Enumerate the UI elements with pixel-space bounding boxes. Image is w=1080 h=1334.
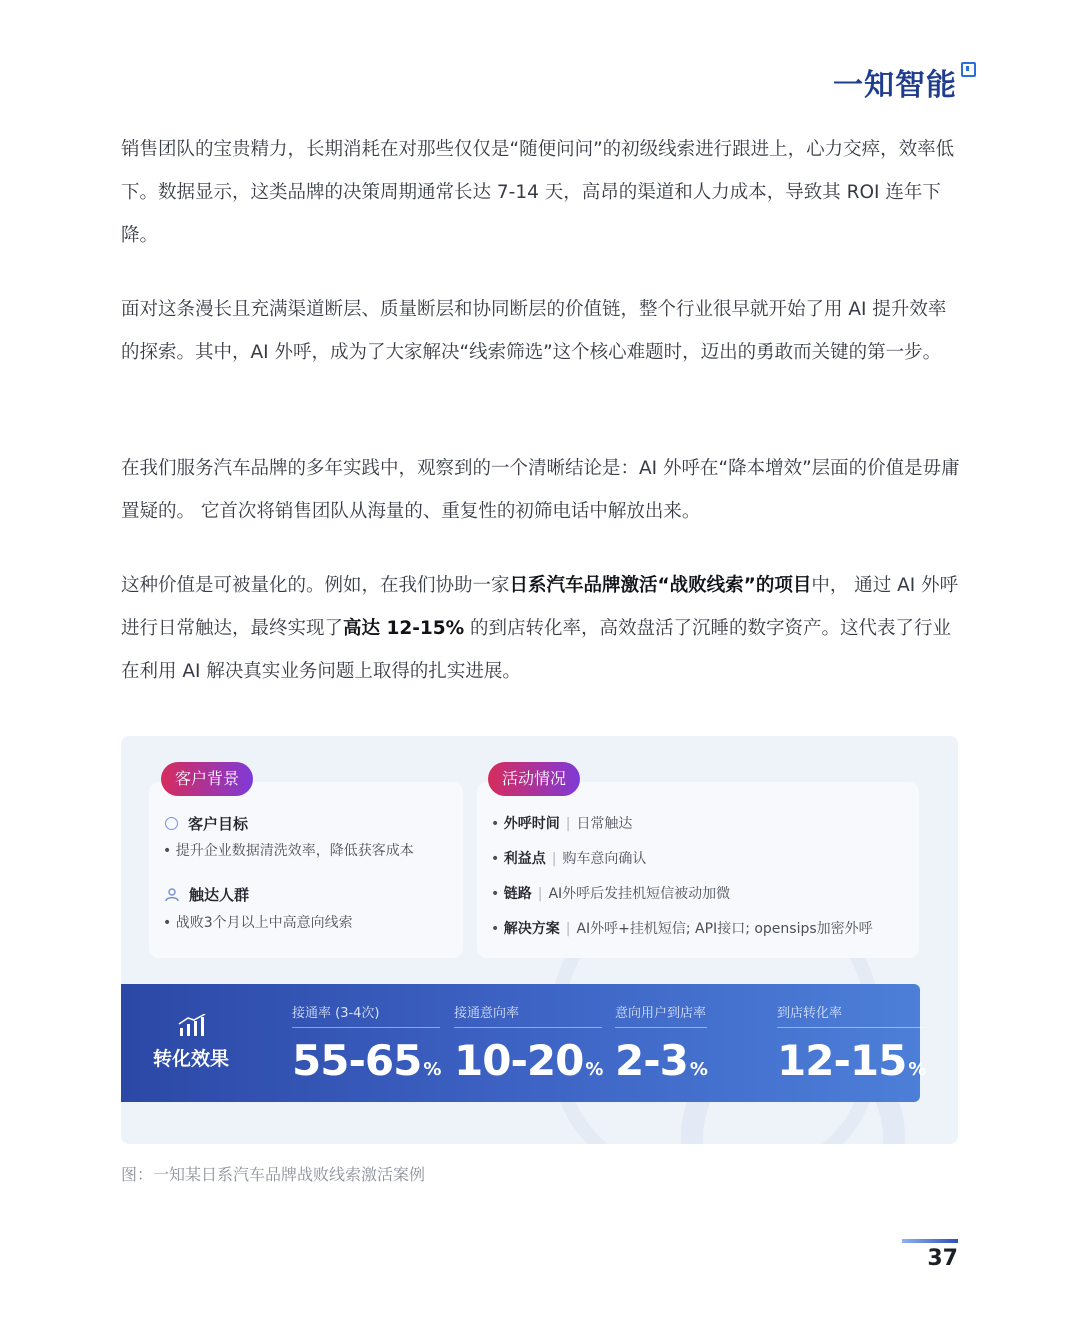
stat-value	[615, 1036, 707, 1085]
customer-goal-item: • 提升企业数据清洗效率，降低获客成本	[163, 843, 414, 859]
case-figure	[121, 736, 958, 1144]
campaign-item: • 外呼时间 | 日常触达	[491, 816, 633, 832]
item-key: 外呼时间	[503, 816, 560, 832]
paragraph-text: 销售团队的宝贵精力，长期消耗在对那些仅仅是“随便问问”的初级线索进行跟进上，心力交瘁，效率低下。数据显示，这类品牌的决策周期通常长达 7-14 天，高昂的渠道和人力成本，导致其 ROI 连年下降。	[121, 139, 955, 246]
campaign-item: • 链路 | AI外呼后发挂机短信被动加微	[491, 886, 731, 902]
paragraph-text: 面对这条漫长且充满渠道断层、质量断层和协同断层的价值链，整个行业很早就开始了用 AI 提升效率的探索。其中，AI 外呼，成为了大家解决“线索筛选”这个核心难题时，迈出的勇敢而关键的第一步。	[121, 299, 947, 363]
stat-number: 12-15	[777, 1036, 907, 1085]
paragraph-3	[121, 447, 961, 533]
stat-unit: %	[908, 1059, 926, 1080]
text-run: 中， 通过 AI 外呼进行日常触达，最终实现了	[121, 575, 959, 639]
stat-visit-rate	[615, 1002, 707, 1085]
reach-group-item: • 战败3个月以上中高意向线索	[163, 915, 353, 931]
item-value: AI外呼后发挂机短信被动加微	[548, 886, 731, 902]
stat-value	[292, 1036, 440, 1085]
stat-number: 55-65	[292, 1036, 422, 1085]
stat-intent-rate	[454, 1002, 602, 1085]
item-key: 解决方案	[503, 921, 560, 937]
conversion-label: 转化效果	[153, 1048, 230, 1070]
paragraph-4	[121, 564, 961, 693]
stat-name: 意向用户到店率	[615, 1002, 707, 1028]
item-text: 战败3个月以上中高意向线索	[175, 915, 353, 931]
campaign-tag: 活动情况	[488, 762, 580, 796]
conversion-stats-band	[121, 984, 926, 1102]
emphasis-project: 日系汽车品牌激活“战败线索”的项目	[509, 575, 812, 596]
text-run: 的到店转化率，高效盘活了沉睡的数字资产。这代表了行业在利用 AI 解决真实业务问题上取得的扎实进展。	[121, 618, 952, 682]
campaign-item: • 解决方案 | AI外呼+挂机短信; API接口; opensips加密外呼	[491, 921, 873, 937]
item-key: 链路	[503, 886, 532, 902]
stat-unit: %	[423, 1059, 441, 1080]
item-key: 利益点	[503, 851, 546, 867]
customer-background-tag: 客户背景	[161, 762, 253, 796]
brand-mark-icon	[961, 62, 976, 77]
stat-name: 到店转化率	[777, 1002, 925, 1028]
item-value: 购车意向确认	[562, 851, 647, 867]
item-value: 日常触达	[576, 816, 633, 832]
stat-unit: %	[689, 1059, 707, 1080]
customer-goal-heading	[165, 813, 248, 834]
emphasis-rate: 高达 12-15%	[343, 618, 465, 639]
stat-name: 接通率 (3-4次)	[292, 1002, 440, 1028]
stat-unit: %	[585, 1059, 603, 1080]
item-value: AI外呼+挂机短信; API接口; opensips加密外呼	[576, 921, 873, 937]
page-number-accent	[902, 1239, 958, 1243]
brand-name: 一知智能	[833, 68, 957, 103]
stat-value	[454, 1036, 602, 1085]
item-text: 提升企业数据清洗效率，降低获客成本	[175, 843, 414, 859]
people-icon	[165, 888, 179, 902]
customer-goal-title: 客户目标	[188, 815, 249, 833]
stat-name: 接通意向率	[454, 1002, 602, 1028]
campaign-item: • 利益点 | 购车意向确认	[491, 851, 647, 867]
stat-number: 2-3	[615, 1036, 688, 1085]
stat-connect-rate	[292, 1002, 440, 1085]
reach-group-heading	[165, 884, 249, 905]
paragraph-1	[121, 128, 961, 257]
paragraph-text: 在我们服务汽车品牌的多年实践中，观察到的一个清晰结论是：AI 外呼在“降本增效”层面的价值是毋庸置疑的。 它首次将销售团队从海量的、重复性的初筛电话中解放出来。	[121, 458, 960, 522]
paragraph-text	[121, 564, 961, 693]
stat-number: 10-20	[454, 1036, 584, 1085]
target-icon	[165, 817, 178, 830]
reach-group-title: 触达人群	[189, 886, 250, 904]
paragraph-2	[121, 288, 961, 374]
stat-value	[777, 1036, 925, 1085]
stat-store-conversion-rate	[777, 1002, 925, 1085]
text-run: 这种价值是可被量化的。例如，在我们协助一家	[121, 575, 510, 596]
growth-chart-icon	[178, 1014, 208, 1036]
page-number: 37	[927, 1246, 958, 1271]
figure-caption: 图：一知某日系汽车品牌战败线索激活案例	[121, 1165, 426, 1184]
brand-logo	[833, 60, 976, 104]
